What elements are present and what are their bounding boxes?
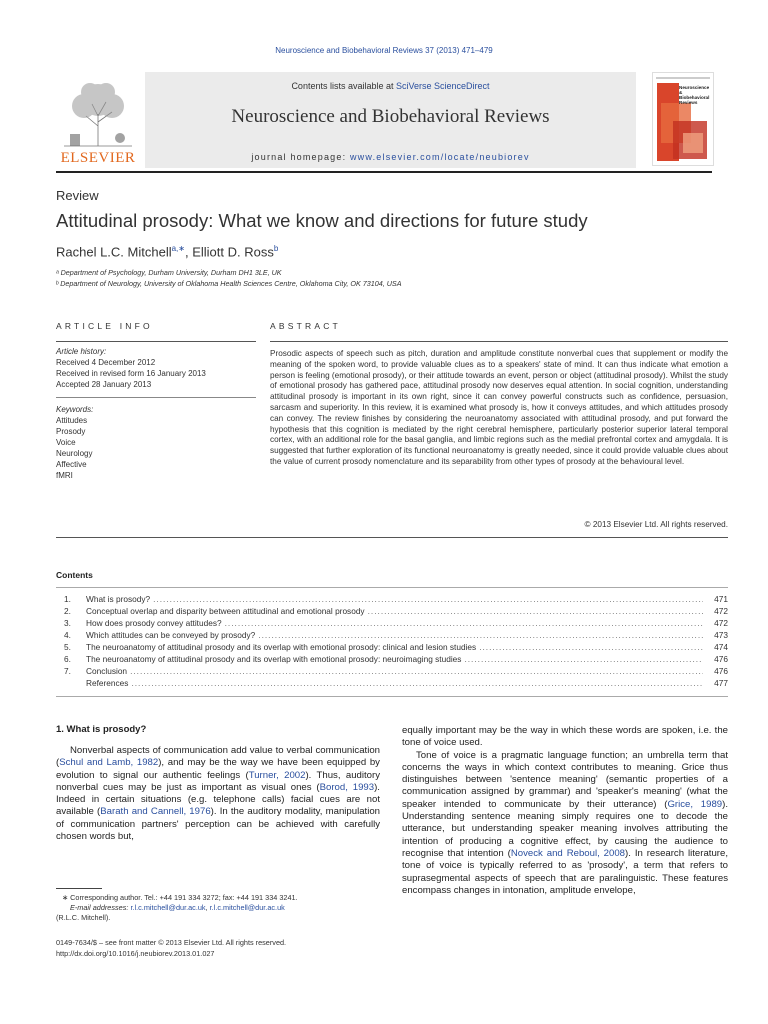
author-list: Rachel L.C. Mitchell$^{a,∗}$, Elliott D. Ross$^b$ <box>56 244 279 260</box>
contents-availability: Contents lists available at SciVerse ScienceDirect <box>291 81 490 91</box>
journal-citation[interactable]: Neuroscience and Biobehavioral Reviews 37 (2013) 471–479 <box>275 46 493 55</box>
homepage-link[interactable]: www.elsevier.com/locate/neubiorev <box>349 152 530 162</box>
issn-line: 0149-7634/$ – see front matter © 2013 Elsevier Ltd. All rights reserved. <box>56 938 287 947</box>
affiliation: ᵇ Department of Neurology, University of Oklahoma Health Sciences Centre, Oklahoma City, OK 73104, USA <box>56 279 402 288</box>
toc-entry[interactable]: 2. Conceptual overlap and disparity between attitudinal and emotional prosody ..... 472 <box>64 605 728 617</box>
keyword: fMRI <box>56 471 73 480</box>
author-name: Elliott D. Ross <box>192 244 274 260</box>
footnote-rule <box>56 888 102 889</box>
section-heading: 1. What is prosody? <box>56 724 147 735</box>
history-item: Received 4 December 2012 <box>56 358 156 367</box>
elsevier-wordmark: ELSEVIER <box>60 150 136 166</box>
header-rule <box>56 171 712 173</box>
contents-heading: Contents <box>56 570 93 580</box>
keyword: Affective <box>56 460 87 469</box>
toc-entry[interactable]: 3. How does prosody convey attitudes? ..... 472 <box>64 617 728 629</box>
article-type: Review <box>56 188 99 203</box>
keywords-label: Keywords: <box>56 405 94 414</box>
divider <box>56 397 256 398</box>
abstract-heading: ABSTRACT <box>270 321 341 331</box>
cover-title: Neuroscience & Biobehavioral Reviews <box>679 85 710 105</box>
author-affiliation-marker[interactable]: a,∗ <box>171 244 185 253</box>
body-paragraph: Tone of voice is a pragmatic language function; an umbrella term that concerns the ways in which context contributes to meaning. Grice thus distinguishes between 'sentence meaning' (semantic properties of a communication assigned by grammar) and 'speaker's meaning' (what the speaker intended to communicate by their utterance) (Grice, 1989). Understanding sentence meaning simply requires one to decode the utterance, but understanding speaker meaning involves attributing the intention of producing a cognitive effect, by causing the audience to recognise that intention (Noveck and Reboul, 2008). In research literature, tone of voice is typically referred to as 'prosody', a term that refers to suprasegmental aspects of speech that are paralinguistic. These features encompass changes in intonation, amplitude envelope, <box>402 749 728 896</box>
citation-link[interactable]: Barath and Cannell, 1976 <box>100 806 211 818</box>
corresponding-author-note: ∗ Corresponding author. Tel.: +44 191 334 3272; fax: +44 191 334 3241. <box>62 893 298 902</box>
email-note: E-mail addresses: r.l.c.mitchell@dur.ac.uk, r.l.c.mitchell@dur.ac.uk <box>70 903 285 912</box>
citation-link[interactable]: Borod, 1993 <box>319 781 375 793</box>
divider <box>56 696 728 697</box>
copyright-notice: © 2013 Elsevier Ltd. All rights reserved. <box>584 520 728 529</box>
divider <box>270 341 728 342</box>
article-info-heading: ARTICLE INFO <box>56 321 153 331</box>
citation-link[interactable]: Schul and Lamb, 1982 <box>59 757 159 769</box>
history-label: Article history: <box>56 347 107 356</box>
divider <box>56 341 256 342</box>
citation-link[interactable]: Noveck and Reboul, 2008 <box>510 847 626 859</box>
toc-entry[interactable]: 7. Conclusion ..... 476 <box>64 665 728 677</box>
doi-link[interactable]: http://dx.doi.org/10.1016/j.neubiorev.2013.01.027 <box>56 949 215 958</box>
toc-entry[interactable]: 6. The neuroanatomy of attitudinal prosody and its overlap with emotional prosody: neuroimaging studies ..... 476 <box>64 653 728 665</box>
toc-entry[interactable]: 4. Which attitudes can be conveyed by prosody? ..... 473 <box>64 629 728 641</box>
keyword: Voice <box>56 438 76 447</box>
email-link[interactable]: r.l.c.mitchell@dur.ac.uk <box>209 903 285 912</box>
body-paragraph: equally important may be the way in which these words are spoken, i.e. the tone of voice used. <box>402 725 728 749</box>
citation-link[interactable]: Grice, 1989 <box>667 798 723 810</box>
author-name: Rachel L.C. Mitchell <box>56 244 172 260</box>
keyword: Attitudes <box>56 416 88 425</box>
email-owner: (R.L.C. Mitchell). <box>56 913 111 922</box>
toc-entry[interactable]: 1. What is prosody? ..... 471 <box>64 593 728 605</box>
keyword: Neurology <box>56 449 93 458</box>
toc-entry[interactable]: 5. The neuroanatomy of attitudinal prosody and its overlap with emotional prosody: clinical and lesion studies ..... 474 <box>64 641 728 653</box>
body-paragraph: Nonverbal aspects of communication add value to verbal communication (Schul and Lamb, 1982), and may be the way we have been equipped by evolution to signal our authentic feelings (Turner, 2002). Thus, auditory nonverbal cues may be just as important as visual ones (Borod, 1993). Indeed in certain situations (e.g. telephone calls) facial cues are not available (Barath and Cannell, 1976). In the auditory modality, manipulation of communication partners' perception can be achieved with carefully chosen words but, <box>56 745 381 843</box>
journal-cover-thumbnail[interactable] <box>652 72 714 166</box>
body-column-right <box>402 725 728 897</box>
affiliation: ᵃ Department of Psychology, Durham University, Durham DH1 3LE, UK <box>56 268 282 277</box>
abstract-text: Prosodic aspects of speech such as pitch, duration and amplitude constitute nonverbal cues that supplement or modify the meaning of the spoken word, to provide valuable clues as to a speakers' state of mind. It can thus indicate what emotion a person is feeling (emotional prosody), or their attitude towards an event, person or object (attitudinal prosody). Whilst the study of emotional prosody has gathered pace, attitudinal prosody now deserves equal attention. In social cognition, understanding attitudinal prosody is important in its own right, since it can convey powerful constructs such as confidence, persuasion, sarcasm and superiority. In this review, it is examined what prosody is, how it conveys attitudes, and which attitudes prosody can convey. The review finishes by considering the neuroanatomy associated with attitudinal prosody, and put forward the hypothesis that this cognition is mediated by the right cerebral hemisphere, particularly posterior superior lateral temporal cortex, with an additional role for the basal ganglia, and limbic regions such as the medial prefrontal cortex and amygdala. It is suggested that further exploration of its functional neuroanatomy is greatly needed, since it could provide valuable clues about the value of current prosody nomenclature and its separability from other types of prosody at the behavioural level. <box>270 349 728 466</box>
citation-link[interactable]: Turner, 2002 <box>248 769 306 781</box>
keyword: Prosody <box>56 427 86 436</box>
sciencedirect-link[interactable]: SciVerse ScienceDirect <box>396 81 490 91</box>
divider <box>56 537 728 538</box>
journal-title: Neuroscience and Biobehavioral Reviews <box>231 106 550 127</box>
email-link[interactable]: r.l.c.mitchell@dur.ac.uk <box>130 903 206 912</box>
article-title: Attitudinal prosody: What we know and directions for future study <box>56 210 588 231</box>
history-item: Received in revised form 16 January 2013 <box>56 369 206 378</box>
toc-entry[interactable]: References ..... 477 <box>64 677 728 689</box>
history-item: Accepted 28 January 2013 <box>56 380 152 389</box>
journal-homepage: journal homepage: www.elsevier.com/locate/neubiorev <box>251 152 530 162</box>
divider <box>56 587 728 588</box>
author-affiliation-marker[interactable]: b <box>273 244 279 253</box>
